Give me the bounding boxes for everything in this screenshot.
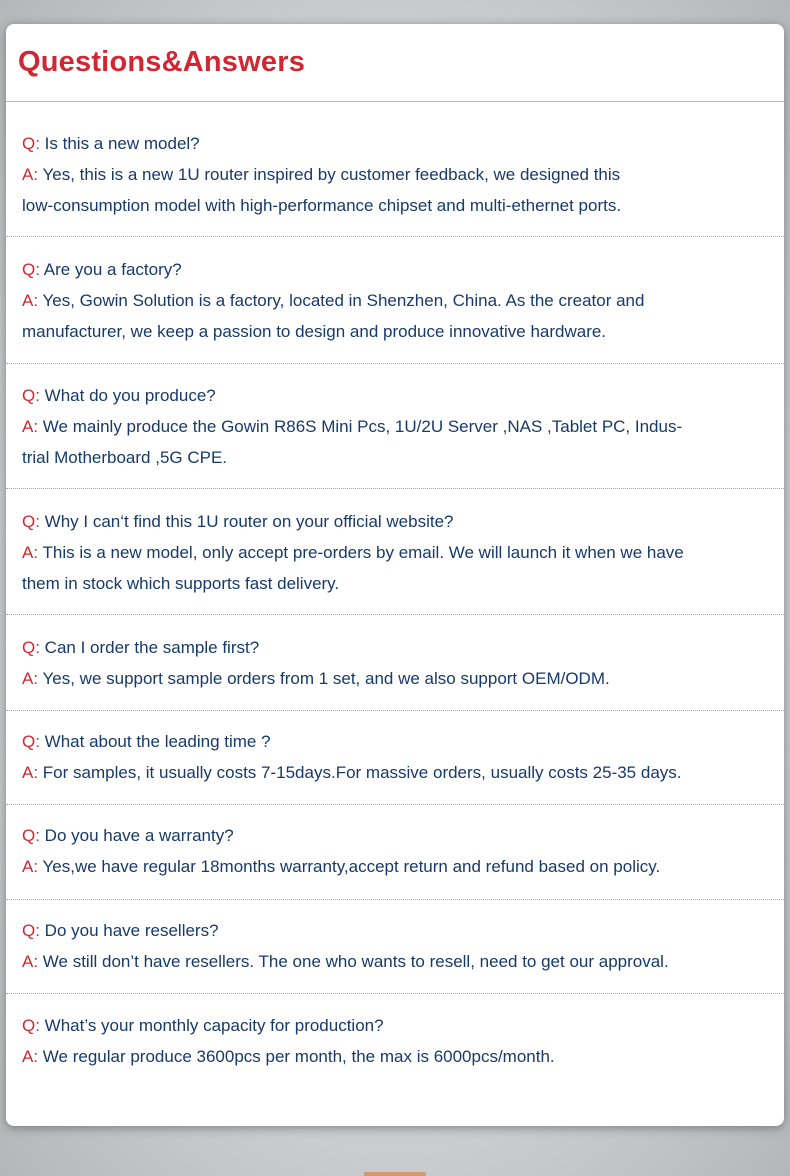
answer-2-line-1 (22, 285, 772, 316)
divider (6, 363, 784, 364)
answer-1-line-2: low-consumption model with high-performance chipset and multi-ethernet ports. (22, 196, 622, 215)
answer-3-line-1 (22, 411, 772, 442)
page-title: Questions&Answers (18, 46, 306, 78)
answer-text: Yes, we support sample orders from 1 set, and we also support OEM/ODM. (42, 669, 610, 688)
question-2 (22, 254, 772, 285)
q-prefix: Q: (22, 260, 44, 279)
answer-text: Yes,we have regular 18months warranty,accept return and refund based on policy. (42, 857, 661, 876)
question-text: Do you have a warranty? (44, 826, 234, 845)
q-prefix: Q: (22, 921, 45, 940)
footer-accent (364, 1172, 426, 1176)
question-text: What about the leading time ? (44, 732, 271, 751)
divider (6, 993, 784, 994)
a-prefix: A: (22, 417, 43, 436)
question-text: What do you produce? (44, 386, 216, 405)
divider (6, 488, 784, 489)
divider (6, 710, 784, 711)
question-text: Are you a factory? (43, 260, 182, 279)
divider (6, 899, 784, 900)
question-8 (22, 915, 772, 946)
question-text: Do you have resellers? (44, 921, 219, 940)
answer-8-line-1 (22, 946, 772, 977)
answer-3-line-2: trial Motherboard ,5G CPE. (22, 448, 228, 467)
question-text: Can I order the sample first? (44, 638, 260, 657)
q-prefix: Q: (22, 386, 45, 405)
answer-text: Yes, Gowin Solution is a factory, located in Shenzhen, China. As the creator and (42, 291, 645, 310)
question-5 (22, 632, 772, 663)
answer-text: Yes, this is a new 1U router inspired by customer feedback, we designed this (42, 165, 621, 184)
a-prefix: A: (22, 763, 43, 782)
answer-text: For samples, it usually costs 7-15days.For massive orders, usually costs 25-35 days. (42, 763, 682, 782)
q-prefix: Q: (22, 134, 45, 153)
answer-text: We still don’t have resellers. The one who wants to resell, need to get our approval. (42, 952, 669, 971)
q-prefix: Q: (22, 638, 45, 657)
question-text: What’s your monthly capacity for production? (44, 1016, 384, 1035)
title-divider (6, 101, 784, 102)
q-prefix: Q: (22, 512, 45, 531)
answer-text: This is a new model, only accept pre-orders by email. We will launch it when we have (42, 543, 684, 562)
answer-5-line-1 (22, 663, 772, 694)
answer-4-line-2: them in stock which supports fast delivery. (22, 574, 340, 593)
answer-6-line-1 (22, 757, 772, 788)
a-prefix: A: (22, 857, 43, 876)
question-1 (22, 128, 772, 159)
question-6 (22, 726, 772, 757)
q-prefix: Q: (22, 1016, 45, 1035)
q-prefix: Q: (22, 826, 45, 845)
q-prefix: Q: (22, 732, 45, 751)
question-3 (22, 380, 772, 411)
divider (6, 804, 784, 805)
a-prefix: A: (22, 543, 43, 562)
a-prefix: A: (22, 291, 43, 310)
question-4 (22, 506, 772, 537)
divider (6, 614, 784, 615)
answer-4-line-1 (22, 537, 772, 568)
answer-9-line-1 (22, 1041, 772, 1072)
question-text: Why I can‘t find this 1U router on your official website? (44, 512, 454, 531)
question-7 (22, 820, 772, 851)
answer-7-line-1 (22, 851, 772, 882)
answer-2-line-2: manufacturer, we keep a passion to design and produce innovative hardware. (22, 322, 607, 341)
divider (6, 236, 784, 237)
answer-1-line-1 (22, 159, 772, 190)
a-prefix: A: (22, 165, 43, 184)
a-prefix: A: (22, 669, 43, 688)
answer-text: We regular produce 3600pcs per month, the max is 6000pcs/month. (42, 1047, 555, 1066)
a-prefix: A: (22, 1047, 43, 1066)
question-text: Is this a new model? (44, 134, 200, 153)
answer-text: We mainly produce the Gowin R86S Mini Pcs, 1U/2U Server ,NAS ,Tablet PC, Indus- (42, 417, 683, 436)
qa-card (6, 24, 784, 1126)
question-9 (22, 1010, 772, 1041)
a-prefix: A: (22, 952, 43, 971)
